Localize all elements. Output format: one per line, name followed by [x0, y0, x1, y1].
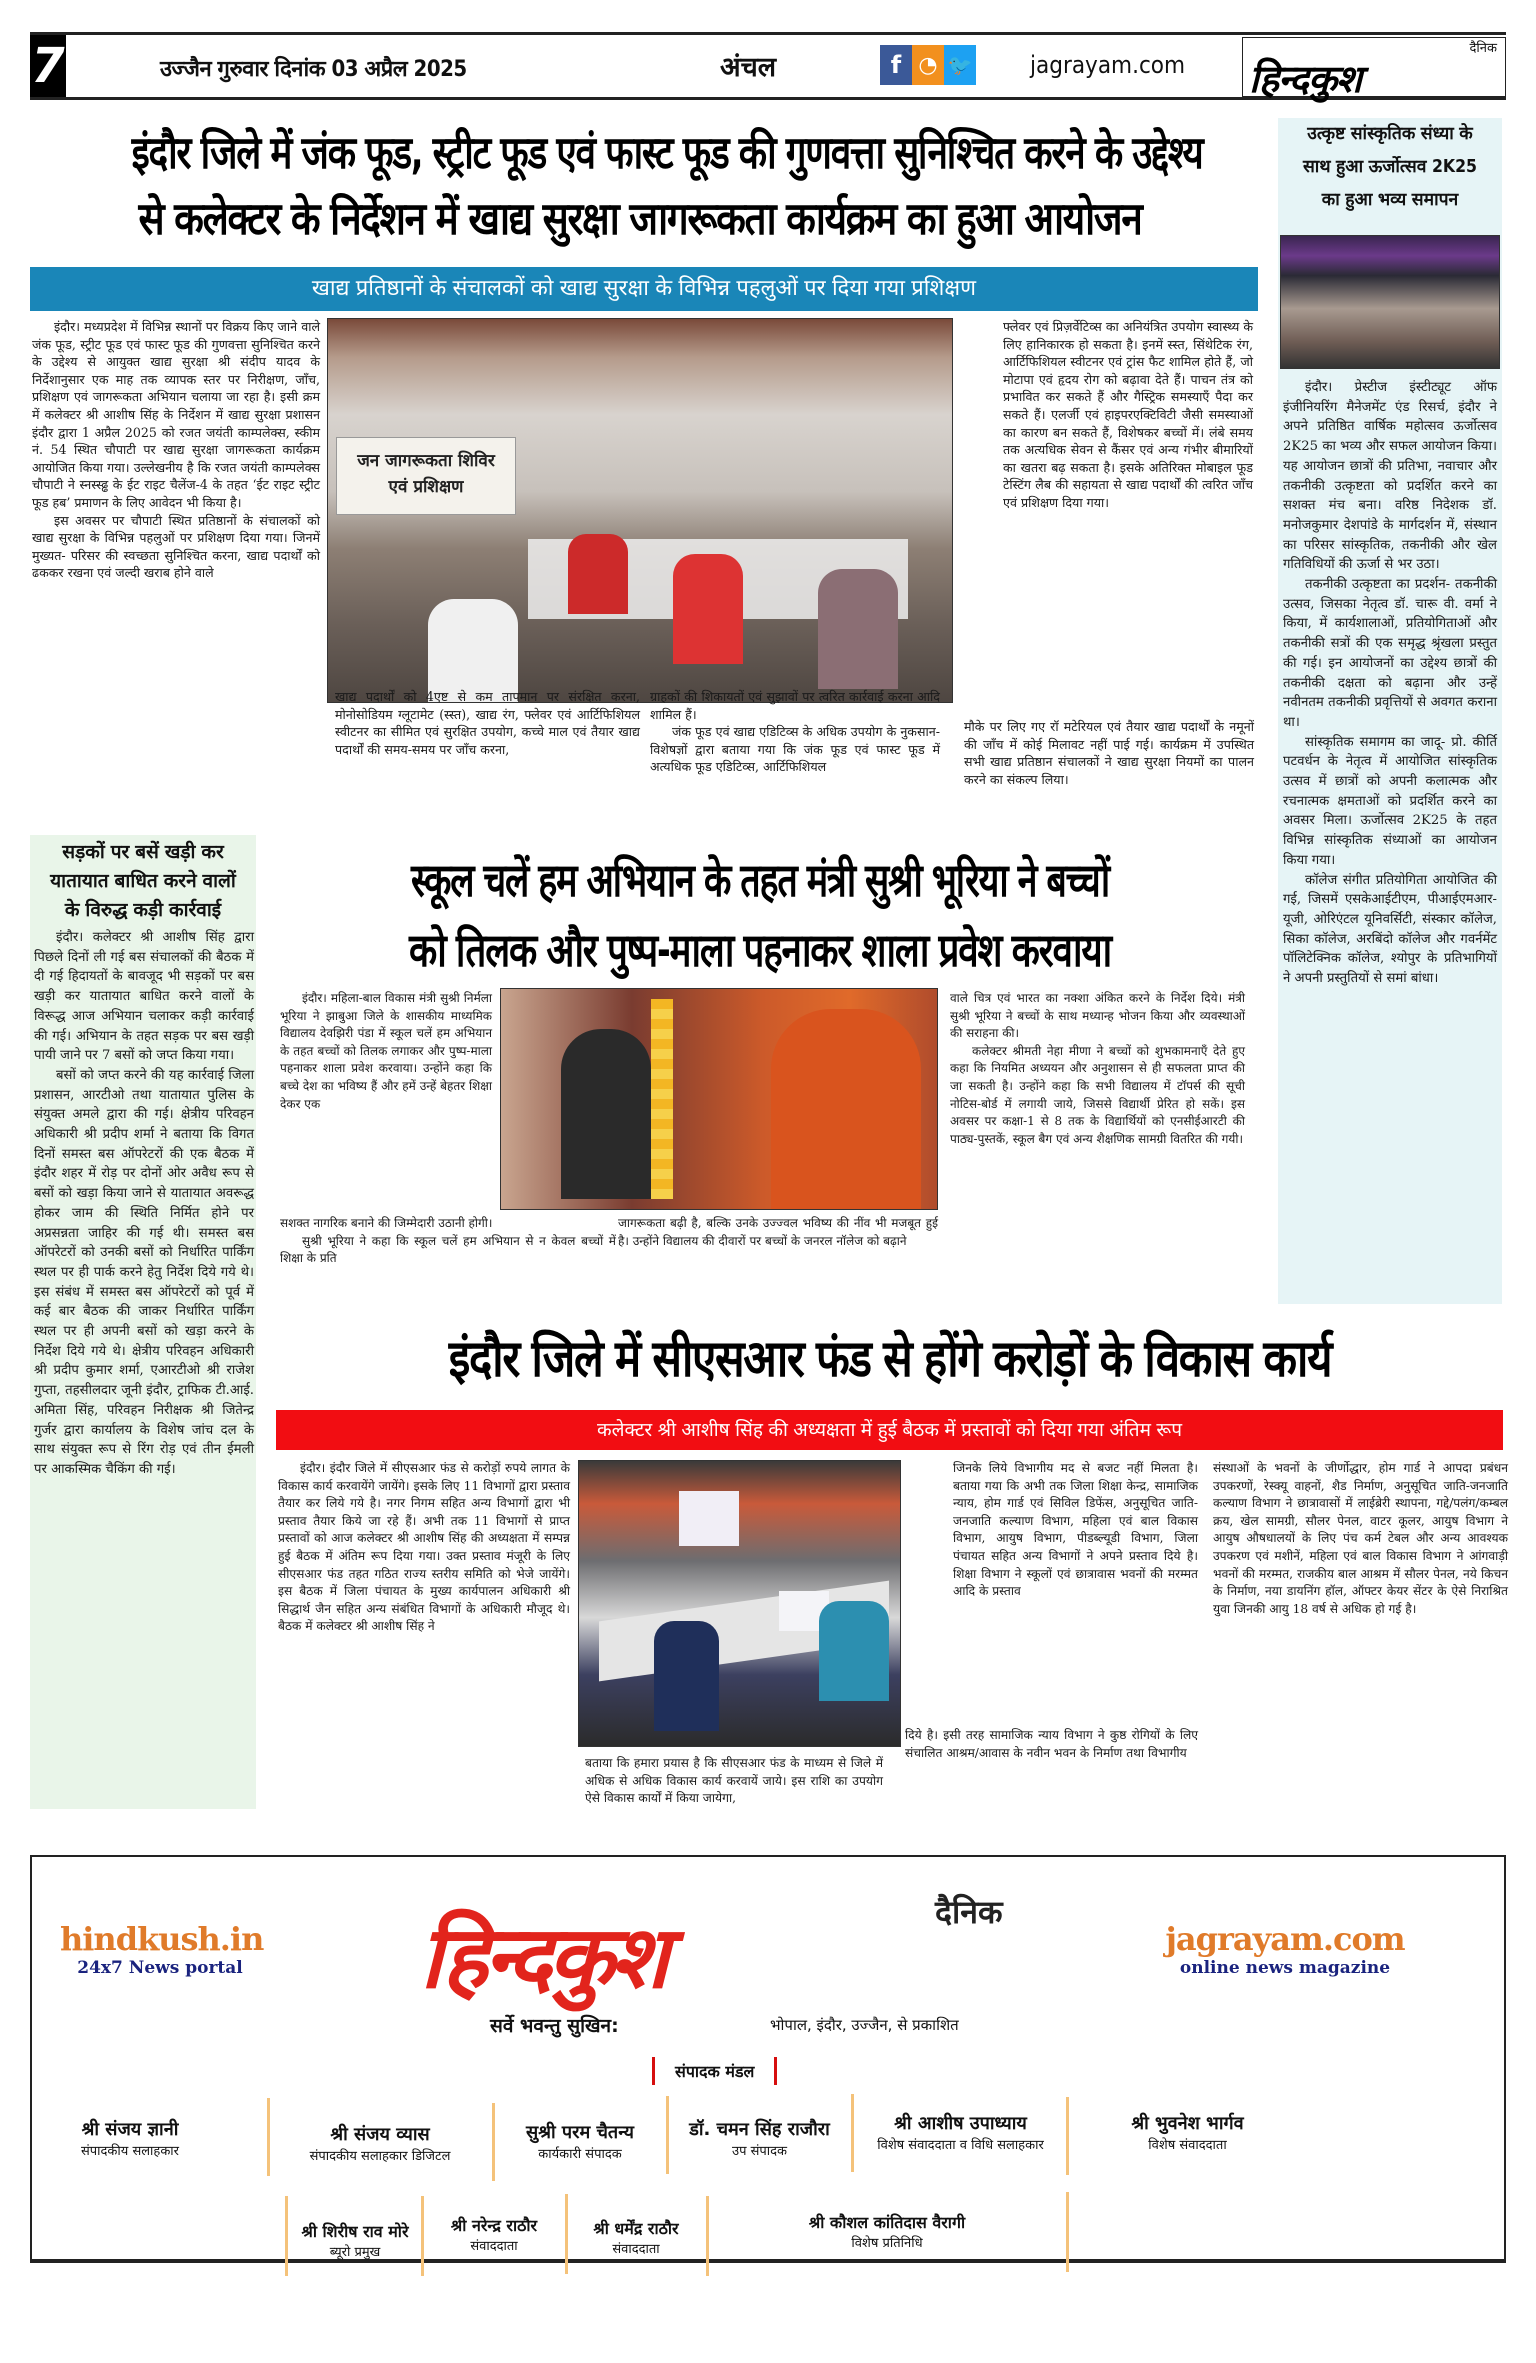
story1-headline: [20, 120, 1260, 252]
logo-dainik: दैनिक: [1469, 41, 1497, 56]
member-name: श्री भुवनेश भार्गव: [1131, 2113, 1244, 2134]
board-member: [1085, 2111, 1290, 2153]
story2-photo: [500, 988, 938, 1210]
paragraph: दिये है। इसी तरह सामाजिक न्याय विभाग ने कुष्ठ रोगियों के लिए संचालित आश्रम/आवास के नवीन भवन के निर्माण तथा विभागीय: [905, 1728, 1198, 1760]
footer-logo-text: हिन्दकुश: [420, 1907, 665, 2008]
story2-column-3: [950, 990, 1245, 1148]
footer-motto: सर्वे भवन्तु सुखिन:: [490, 2015, 619, 2037]
banner-line: जन जागरूकता शिविर: [357, 451, 495, 471]
paragraph: जिनके लिये विभागीय मद से बजट नहीं मिलता है। बताया गया कि अभी तक जिला शिक्षा केन्द्र, सामाजिक न्याय, होम गार्ड एवं सिविल डिफेंस, अनुसूचित जाति-जनजाति कल्याण विभाग, महिला एवं बाल विकास विभाग, आयुष विभाग, पीडब्ल्यूडी विभाग, जिला पंचायत सहित अन्य विभागों ने अपने प्रस्ताव दिये है। शिक्षा विभाग ने स्कूलों एवं छात्रावास भवनों की मरम्मत आदि के प्रस्ताव: [953, 1461, 1198, 1599]
paragraph: कॉलेज संगीत प्रतियोगिता आयोजित की गई, जिसमें एसकेआईटीएम, पीआईएमआर-यूजी, ओरिएंटल यूनिवर्सिटी, संस्कार कॉलेज, सिका कॉलेज, अरबिंदो कॉलेज और गवर्नमेंट पॉलिटेक्निक कॉलेज, श्योपुर के प्रतिभागियों ने अपनी प्रस्तुतियों से समां बांधा।: [1283, 872, 1497, 987]
paragraph: फ्लेवर एवं प्रिज़र्वेटिव्स का अनियंत्रित उपयोग स्वास्थ्य के लिए हानिकारक हो सकता है। इनमें स्स्त, सिंथेटिक रंग, आर्टिफिशियल स्वीटनर एवं ट्रांस फैट शामिल होते हैं, जो मोटापा एवं हृदय रोग को बढ़ावा देते हैं। पाचन तंत्र को प्रभावित कर सकते हैं और गैस्ट्रिक समस्याएँ पैदा कर सकते हैं। एलर्जी एवं हाइपरएक्टिविटी जैसी समस्याओं का कारण बन सकते हैं, विशेषकर बच्चों में। लंबे समय तक अत्यधिक सेवन से कैंसर एवं अन्य गंभीर बीमारियों का खतरा बढ़ सकता है। इसके अतिरिक्त मोबाइल फूड टेस्टिंग लैब की सहायता से खाद्य पदार्थों की त्वरित जाँच एवं प्रशिक्षण दिया गया।: [1003, 319, 1253, 510]
footer-left-brand: [60, 1920, 264, 1978]
board-member: [858, 2111, 1063, 2153]
left-sidebar-headline: [34, 838, 252, 925]
paragraph: इंदौर। प्रेस्टीज इंस्टीट्यूट ऑफ इंजीनियरिंग मैनेजमेंट एंड रिसर्च, इंदौर ने अपने प्रतिष्ठित वार्षिक महोत्सव ऊर्जोत्सव 2K25 का भव्य और सफल आयोजन किया। यह आयोजन छात्रों की प्रतिभा, नवाचार और तकनीकी उत्कृष्टता को प्रदर्शित करने का सशक्त मंच बना। वरिष्ठ निदेशक डॉ. मनोजकुमार देशपांडे के मार्गदर्शन में, संस्थान का परिसर सांस्कृतिक, तकनीकी और खेल गतिविधियों की ऊर्जा से भर उठा।: [1283, 380, 1497, 573]
social-links: [880, 45, 976, 85]
member-role: कार्यकारी संपादक: [538, 2147, 622, 2162]
page-number: 7: [30, 35, 66, 97]
member-name: श्री कौशल कांतिदास वैरागी: [808, 2213, 966, 2232]
child-shape: [561, 1029, 651, 1199]
board-member: [290, 2220, 420, 2260]
footer-right-url[interactable]: jagrayam.com: [1165, 1920, 1405, 1958]
board-member: [500, 2120, 660, 2162]
paragraph: खाद्य पदार्थों को 4एष्ट से कम तापमान पर संरक्षित करना, मोनोसोडियम ग्लूटामेट (स्स्त), खाद्य रंग, फ्लेवर एवं आर्टिफिशियल स्वीटनर का सीमित एवं सुरक्षित उपयोग, कच्चे माल एवं तैयार खाद्य पदार्थों की समय-समय पर जाँच करना,: [335, 689, 640, 757]
board-member: [425, 2214, 563, 2254]
paragraph: सशक्त नागरिक बनाने की जिम्मेदारी उठानी होगी।: [280, 1216, 493, 1230]
paragraph: कलेक्टर श्रीमती नेहा मीणा ने बच्चों को शुभकामनाएँ देते हुए कहा कि नियमित अध्ययन और अनुशासन से ही सफलता प्राप्त की जा सकती है। उन्होंने कहा कि सभी विद्यालय में टॉपर्स की सूची नोटिस-बोर्ड में लगायी जाये, जिससे विद्यार्थी प्रेरित हो सकें। इस अवसर पर कक्षा-1 से 8 तक के विद्यार्थियों को एनसीईआरटी की पाठ्य-पुस्तकें, स्कूल बैग एवं अन्य शैक्षणिक सामग्री वितरित की गयी।: [950, 1043, 1245, 1146]
member-separator: [706, 2196, 709, 2276]
person-shape: [818, 569, 898, 689]
member-role: ब्यूरो प्रमुख: [329, 2245, 381, 2260]
left-sidebar-text: [34, 928, 254, 1480]
member-separator: [851, 2094, 854, 2172]
story3-subhead: कलेक्टर श्री आशीष सिंह की अध्यक्षता में हुई बैठक में प्रस्तावों को दिया गया अंतिम रूप: [276, 1410, 1503, 1450]
person-shape: [673, 554, 743, 664]
headline-line: स्कूल चलें हम अभियान के तहत मंत्री सुश्री भूरिया ने बच्चों: [411, 853, 1109, 907]
divider: [652, 2057, 655, 2085]
paragraph: तकनीकी उत्कृष्टता का प्रदर्शन- तकनीकी उत्सव, जिसका नेतृत्व डॉ. चारू वी. वर्मा ने किया, में कार्यशालाओं, प्रतियोगिताओं और तकनीकी सत्रों की एक समृद्ध श्रृंखला प्रस्तुत की गई। इन आयोजनों का उद्देश्य छात्रों की तकनीकी दक्षता को बढ़ाना और उन्हें नवीनतम तकनीकी प्रवृत्तियों से अवगत कराना था।: [1283, 577, 1497, 730]
story3-column-3-continued: [905, 1727, 1198, 1762]
story3-photo: [578, 1460, 901, 1747]
member-name: श्री संजय ज्ञानी: [81, 2119, 179, 2140]
member-role: विशेष संवाददाता: [1148, 2138, 1227, 2153]
dateline: उज्जैन गुरुवार दिनांक 03 अप्रैल 2025: [160, 57, 467, 82]
story3-headline: [275, 1320, 1505, 1400]
story1-column-1: [32, 318, 320, 582]
story3-column-2: [585, 1755, 883, 1808]
headline-line: इंदौर जिले में सीएसआर फंड से होंगे करोड़ों के विकास कार्य: [448, 1330, 1332, 1389]
editorial-board-title: [652, 2057, 777, 2085]
headline-line: को तिलक और पुष्प-माला पहनाकर शाला प्रवेश करवाया: [408, 923, 1111, 977]
masthead-logo: [1242, 37, 1506, 101]
screen-shape: [679, 1491, 739, 1546]
person-shape: [568, 534, 628, 614]
logo-text: हिन्दकुश: [1249, 56, 1361, 101]
garland-shape: [651, 999, 673, 1199]
member-role: संवाददाता: [470, 2239, 518, 2254]
footer-right-brand: [1150, 1920, 1420, 1978]
story3-column-1: [278, 1460, 570, 1636]
headline-line: के विरुद्ध कड़ी कार्रवाई: [64, 899, 222, 921]
headline-line: से कलेक्टर के निर्देशन में खाद्य सुरक्षा जागरूकता कार्यक्रम का हुआ आयोजन: [138, 192, 1142, 245]
member-name: श्री शिरीष राव मोरे: [301, 2222, 409, 2241]
member-role: संपादकीय सलाहकार: [80, 2144, 179, 2159]
footer-published: भोपाल, इंदौर, उज्जैन, से प्रकाशित: [770, 2016, 959, 2034]
member-separator: [1066, 2097, 1069, 2175]
footer-logo-dainik: दैनिक: [935, 1893, 1003, 1931]
story2-column-1-continued: [280, 1215, 616, 1268]
board-member: [568, 2217, 704, 2257]
member-separator: [1066, 2192, 1069, 2272]
headline-line: इंदौर जिले में जंक फूड, स्ट्रीट फूड एवं फास्ट फूड की गुणवत्ता सुनिश्चित करने के उद्देश्य: [131, 126, 1203, 179]
paragraph: इस अवसर पर चौपाटी स्थित प्रतिष्ठानों के संचालकों को खाद्य सुरक्षा के विभिन्न पहलुओं पर प्रशिक्षण दिया गया। जिनमें मुख्यत- परिसर की स्वच्छता सुनिश्चित करना, खाद्य पदार्थों को ढककर रखना एवं जल्दी खराब होने वाले: [32, 512, 320, 581]
paragraph: सुश्री भूरिया ने कहा कि स्कूल चलें हम अभियान से न केवल बच्चों में शिक्षा के प्रति: [280, 1233, 616, 1266]
member-role: विशेष प्रतिनिधि: [851, 2236, 923, 2251]
member-role: उप संपादक: [731, 2144, 788, 2159]
headline-line: उत्कृष्ट सांस्कृतिक संध्या के: [1307, 124, 1473, 144]
member-separator: [666, 2096, 669, 2174]
right-sidebar-photo: [1280, 235, 1500, 369]
photo-banner: [336, 437, 516, 515]
footer-left-tagline: 24x7 News portal: [77, 1958, 243, 1978]
paragraph: सांस्कृतिक समागम का जादू- प्रो. कीर्ति पटवर्धन के नेतृत्व में आयोजित सांस्कृतिक उत्सव में छात्रों को अपनी कलात्मक और रचनात्मक क्षमताओं को प्रदर्शित करने का अवसर मिला। ऊर्जोत्सव 2K25 के तहत विभिन्न सांस्कृतिक संध्याओं का आयोजन किया गया।: [1283, 734, 1497, 868]
paragraph: जागरूकता बढ़ी है, बल्कि उनके उज्ज्वल भविष्य की नींव भी मजबूत हुई है। उन्होंने विद्यालय की दीवारों पर बच्चों के जनरल नॉलेज को बढ़ाने: [618, 1216, 938, 1248]
facebook-icon[interactable]: f: [880, 45, 912, 85]
paragraph: इंदौर। महिला-बाल विकास मंत्री सुश्री निर्मला भूरिया ने झाबुआ जिले के शासकीय माध्यमिक विद्यालय देवझिरी पंडा में स्कूल चलें हम अभियान के तहत बच्चों को तिलक लगाकर और पुष्प-माला पहनाकर शाला प्रवेश करवाया। उन्होंने कहा कि बच्चे देश का भविष्य हैं और हमें उन्हें बेहतर शिक्षा देकर एक: [280, 991, 492, 1111]
member-name: श्री नरेन्द्र राठौर: [450, 2216, 538, 2235]
member-name: श्री धर्मेंद्र राठौर: [593, 2219, 679, 2238]
section-name: अंचल: [720, 52, 777, 83]
story1-column-4-continued: [964, 718, 1254, 788]
story1-subhead: खाद्य प्रतिष्ठानों के संचालकों को खाद्य सुरक्षा के विभिन्न पहलुओं पर दिया गया प्रशिक्षण: [30, 267, 1258, 311]
story2-column-1: [280, 990, 492, 1113]
story1-column-4: [1003, 318, 1253, 512]
paragraph: ग्राहकों की शिकायतों एवं सुझावों पर त्वरित कार्रवाई करना आदि शामिल हैं।: [650, 689, 940, 722]
board-member: [275, 2122, 485, 2164]
paragraph: बताया कि हमारा प्रयास है कि सीएसआर फंड के माध्यम से जिले में अधिक से अधिक विकास कार्य करवायें जाये। इस राशि का उपयोग ऐसे विकास कार्यों में किया जायेगा,: [585, 1756, 883, 1806]
story3-column-3: [953, 1460, 1198, 1601]
person-shape: [819, 1601, 889, 1701]
headline-line: साथ हुआ ऊर्जोत्सव 2K25: [1302, 157, 1478, 177]
story1-column-3: [650, 688, 940, 776]
story3-column-4: [1213, 1460, 1508, 1618]
member-name: श्री आशीष उपाध्याय: [894, 2113, 1027, 2134]
person-shape: [654, 1621, 719, 1731]
member-separator: [421, 2196, 424, 2276]
member-separator: [267, 2098, 270, 2176]
member-name: श्री संजय व्यास: [330, 2124, 430, 2145]
paragraph: इंदौर। इंदौर जिले में सीएसआर फंड से करोड़ों रुपये लागत के विकास कार्य करवायेंगे जायेंगे। इसके लिए 11 विभागों द्वारा प्रस्ताव तैयार कर लिये गये है। नगर निगम सहित अन्य विभागों द्वारा भी प्रस्ताव तैयार किये जा रहे हैं। अभी तक 11 विभागों से प्राप्त प्रस्तावों को आज कलेक्टर श्री आशीष सिंह की अध्यक्षता में सम्पन्न हुई बैठक में अंतिम रूप दिया गया। उक्त प्रस्ताव मंजूरी के लिए सीएसआर फंड तहत गठित राज्य स्तरीय समिति को भेजे जायेंगे। इस बैठक में जिला पंचायत के मुख्य कार्यपालन अधिकारी श्री सिद्धार्थ जैन सहित अन्य संबंधित विभागों के अधिकारी मौजूद थे। बैठक में कलेक्टर श्री आशीष सिंह ने: [278, 1461, 570, 1634]
member-separator: [492, 2103, 495, 2181]
headline-line: का हुआ भव्य समापन: [1321, 190, 1459, 210]
footer-left-url[interactable]: hindkush.in: [60, 1920, 264, 1958]
paragraph: मौके पर लिए गए रॉ मटेरियल एवं तैयार खाद्य पदार्थों के नमूनों की जाँच में कोई मिलावट नहीं पाई गई। कार्यक्रम में उपस्थित सभी खाद्य प्रतिष्ठान संचालकों ने खाद्य सुरक्षा नियमों का पालन करने का संकल्प लिया।: [964, 719, 1254, 787]
member-role: संवाददाता: [612, 2242, 660, 2257]
headline-line: यातायात बाधित करने वालों: [50, 870, 236, 892]
story2-headline: [272, 845, 1248, 985]
paragraph: इंदौर। कलेक्टर श्री आशीष सिंह द्वारा पिछले दिनों ली गई बस संचालकों की बैठक में दी गई हिदायतों के बावजूद भी सड़कों पर बस खड़ी कर यातायात बाधित करने वालों के विरूद्ध आज अभियान चलाकर कड़ी कार्रवाई की गई। अभियान के तहत सड़क पर बस खड़ी पायी जाने पर 7 बसों को जप्त किया गया।: [34, 930, 254, 1064]
paragraph: संस्थाओं के भवनों के जीर्णोद्धार, होम गार्ड ने आपदा प्रबंधन उपकरणों, रेस्क्यू वाहनों, शैड निर्माण, अनुसूचित जाति-जनजाति कल्याण विभाग ने छात्रावासों में लाईब्रेरी स्थापना, गद्दे/पलंग/कम्बल क्रय, खेल सामग्री, सौलर पेनल, वाटर कूलर, आयुष विभाग ने आयुष औषधालयों के लिए पंच कर्म टेबल और अन्य आवश्यक उपकरण एवं मशीनें, महिला एवं बाल विकास विभाग ने आंगवाड़ी भवनों की मरम्मत, राजकीय बाल आश्रम में सौलर पेनल, नये किचन के निर्माण, नया डायनिंग हॉल, ऑफ्टर केयर सेंटर के ऐसे निराश्रित युवा जिनकी आयु 18 वर्ष से अधिक हो गई है।: [1213, 1461, 1508, 1616]
story1-photo: [327, 318, 953, 703]
board-member: [40, 2117, 220, 2159]
paragraph: बसों को जप्त करने की यह कार्रवाई जिला प्रशासन, आरटीओ तथा यातायात पुलिस के संयुक्त अमले द्वारा की गई। क्षेत्रीय परिवहन अधिकारी श्री प्रदीप शर्मा ने बताया कि विगत दिनों समस्त बस ऑपरेटरों की एक बैठक में इंदौर शहर में रोड़ पर दोनों ओर अवैध रूप से बसों को खड़ा किया जाने से यातायात अवरूद्ध होकर जाम की स्थिति निर्मित होने पर अप्रसन्नता जाहिर की गई थी। समस्त बस ऑपरेटरों को उनकी बसों को निर्धारित पार्किंग स्थल पर ही पार्क करने हेतु निर्देश दिये गये थे। इस संबंध में समस्त बस ऑपरेटरों को पूर्व में कई बार बैठक की जाकर निर्धारित पार्किंग स्थल पर ही अपनी बसों को खड़ा करने के निर्देश दिये गये थे। क्षेत्रीय परिवहन अधिकारी श्री प्रदीप कुमार शर्मा, एआरटीओ श्री राजेश गुप्ता, तहसीलदार जूनी इंदौर, ट्राफिक टी.आई. अमिता सिंह, परिवहन निरीक्षक श्री जितेन्द्र गुर्जर द्वारा कार्यालय के विशेष जांच दल के साथ संयुक्त रूप से रिंग रोड़ एवं तीन ईमली पर आकस्मिक चैकिंग की गई।: [34, 1067, 254, 1477]
minister-shape: [771, 1009, 921, 1209]
footer-logo: [420, 1890, 1040, 2008]
footer-right-tagline: online news magazine: [1179, 1958, 1391, 1978]
right-sidebar-text: [1283, 378, 1497, 989]
story1-column-2: [335, 688, 640, 758]
paragraph: वाले चित्र एवं भारत का नक्शा अंकित करने के निर्देश दिये। मंत्री सुश्री भूरिया ने बच्चों के साथ मध्यान्ह भोजन किया और व्यवस्थाओं की सराहना की।: [950, 991, 1245, 1041]
member-role: संपादकीय सलाहकार डिजिटल: [309, 2149, 451, 2164]
board-title-text: संपादक मंडल: [675, 2062, 755, 2081]
member-name: सुश्री परम चैतन्य: [526, 2122, 634, 2143]
headline-line: सड़कों पर बसें खड़ी कर: [62, 841, 224, 863]
member-separator: [285, 2196, 288, 2276]
masthead: [30, 32, 1506, 100]
paragraph: जंक फूड एवं खाद्य एडिटिव्स के अधिक उपयोग के नुकसान- विशेषज्ञों द्वारा बताया गया कि जंक फूड एवं फास्ट फूड में अत्यधिक फूड एडिटिव्स, आर्टिफिशियल: [650, 724, 940, 775]
board-member: [672, 2117, 847, 2159]
story2-column-2: [618, 1215, 938, 1250]
right-sidebar-headline: [1290, 118, 1490, 217]
site-url[interactable]: jagrayam.com: [1030, 51, 1186, 79]
twitter-icon[interactable]: 🐦: [944, 45, 976, 85]
divider: [774, 2057, 777, 2085]
board-member: [712, 2211, 1062, 2251]
banner-line: एवं प्रशिक्षण: [388, 477, 464, 497]
member-role: विशेष संवाददाता व विधि सलाहकार: [877, 2138, 1044, 2153]
member-name: डॉ. चमन सिंह राजौरा: [689, 2119, 830, 2140]
paragraph: इंदौर। मध्यप्रदेश में विभिन्न स्थानों पर विक्रय किए जाने वाले जंक फूड, स्ट्रीट फूड एवं फास्ट फूड की गुणवत्ता सुनिश्चित करने के उद्देश्य से आयुक्त खाद्य सुरक्षा श्री संदीप यादव के निर्देशानुसार एक माह तक व्यापक स्तर पर निरीक्षण, जाँच, प्रशिक्षण एवं जागरूकता अभियान चलाया जा रहा है। इसी क्रम में कलेक्टर श्री आशीष सिंह के निर्देशन में खाद्य सुरक्षा प्रशासन इंदौर द्वारा 1 अप्रैल 2025 को रजत जयंती काम्पलेक्स, स्कीम नं. 54 स्थित चौपाटी पर खाद्य सुरक्षा जागरूकता कार्यक्रम आयोजित किया गया। उल्लेखनीय है कि रजत जयंती काम्पलेक्स चौपाटी ने स्नस्स्ढ्ढ के ईट राइट चैलेंज-4 के तहत ‘ईट राइट स्ट्रीट फूड हब’ प्रमाणन के लिए आवेदन भी किया है।: [32, 319, 320, 510]
rss-icon[interactable]: ◔: [912, 45, 944, 85]
